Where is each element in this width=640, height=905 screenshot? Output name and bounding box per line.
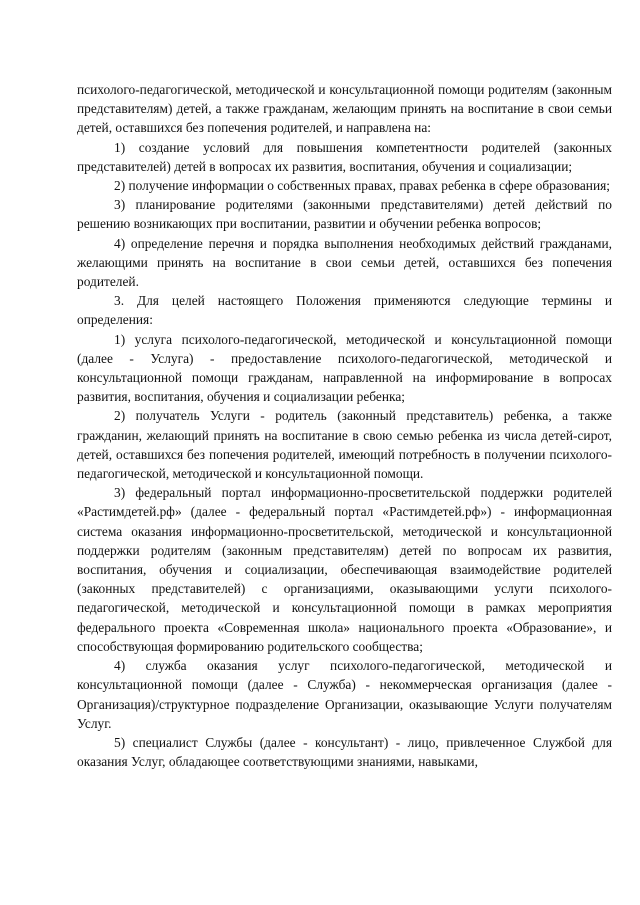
paragraph-intro-continuation: психолого-педагогической, методической и консультационной помощи родителям (законным представителям) детей, а также гражданам, желающим принять на воспитание в свои семьи детей, оставшихся без попечения родителей, и направлена на:: [77, 82, 612, 136]
paragraph-term-3-federal-portal: 3) федеральный портал информационно-просветительской поддержки родителей «Растимдетей.рф» (далее - федеральный портал «Растимдетей.рф») - информационная система оказания информационно-просветительской, методической и консультационной поддержки родителям (законным представителям) детей по вопросам их развития, воспитания, обучения и социализации, обеспечивающая взаимодействие родителей (законных представителей) с организациями, оказывающими услуги психолого-педагогической, методической и консультационной помощи в рамках мероприятия федерального проекта «Современная школа» национального проекта «Образование», и способствующая формированию родительского сообщества;: [77, 485, 612, 654]
paragraph-goal-1: 1) создание условий для повышения компетентности родителей (законных представителей) детей в вопросах их развития, воспитания, обучения и социализации;: [77, 139, 612, 174]
paragraph-term-4-service-office: 4) служба оказания услуг психолого-педагогической, методической и консультационной помощи (далее - Служба) - некоммерческая организация (далее - Организация)/структурное подразделение Организации, оказывающие Услуги получателям Услуг.: [77, 658, 612, 731]
paragraph-section-3-heading: 3. Для целей настоящего Положения применяются следующие термины и определения:: [77, 293, 612, 328]
paragraph-goal-4: 4) определение перечня и порядка выполнения необходимых действий гражданами, желающими принять на воспитание в свои семьи детей, оставшихся без попечения родителей.: [77, 235, 612, 290]
document-page: [77, 80, 612, 771]
paragraph-term-1-service: 1) услуга психолого-педагогической, методической и консультационной помощи (далее - Услуга) - предоставление психолого-педагогической, методической и консультационной помощи гражданам, направленной на информирование в вопросах развития, воспитания, обучения и социализации ребенка;: [77, 331, 612, 405]
paragraph-goal-2: 2) получение информации о собственных правах, правах ребенка в сфере образования;: [114, 178, 611, 194]
paragraph-goal-3: 3) планирование родителями (законными представителями) детей действий по решению возникающих при воспитании, развитии и обучении ребенка вопросов;: [77, 197, 612, 232]
paragraph-term-2-recipient: 2) получатель Услуги - родитель (законный представитель) ребенка, а также гражданин, желающий принять на воспитание в свою семью ребенка из числа детей-сирот, детей, оставшихся без попечения родителей, имеющий потребность в получении психолого-педагогической, методической и консультационной помощи.: [77, 408, 612, 482]
paragraph-term-5-specialist: 5) специалист Службы (далее - консультант) - лицо, привлеченное Службой для оказания Услуг, обладающее соответствующими знаниями, навыками,: [77, 734, 612, 770]
